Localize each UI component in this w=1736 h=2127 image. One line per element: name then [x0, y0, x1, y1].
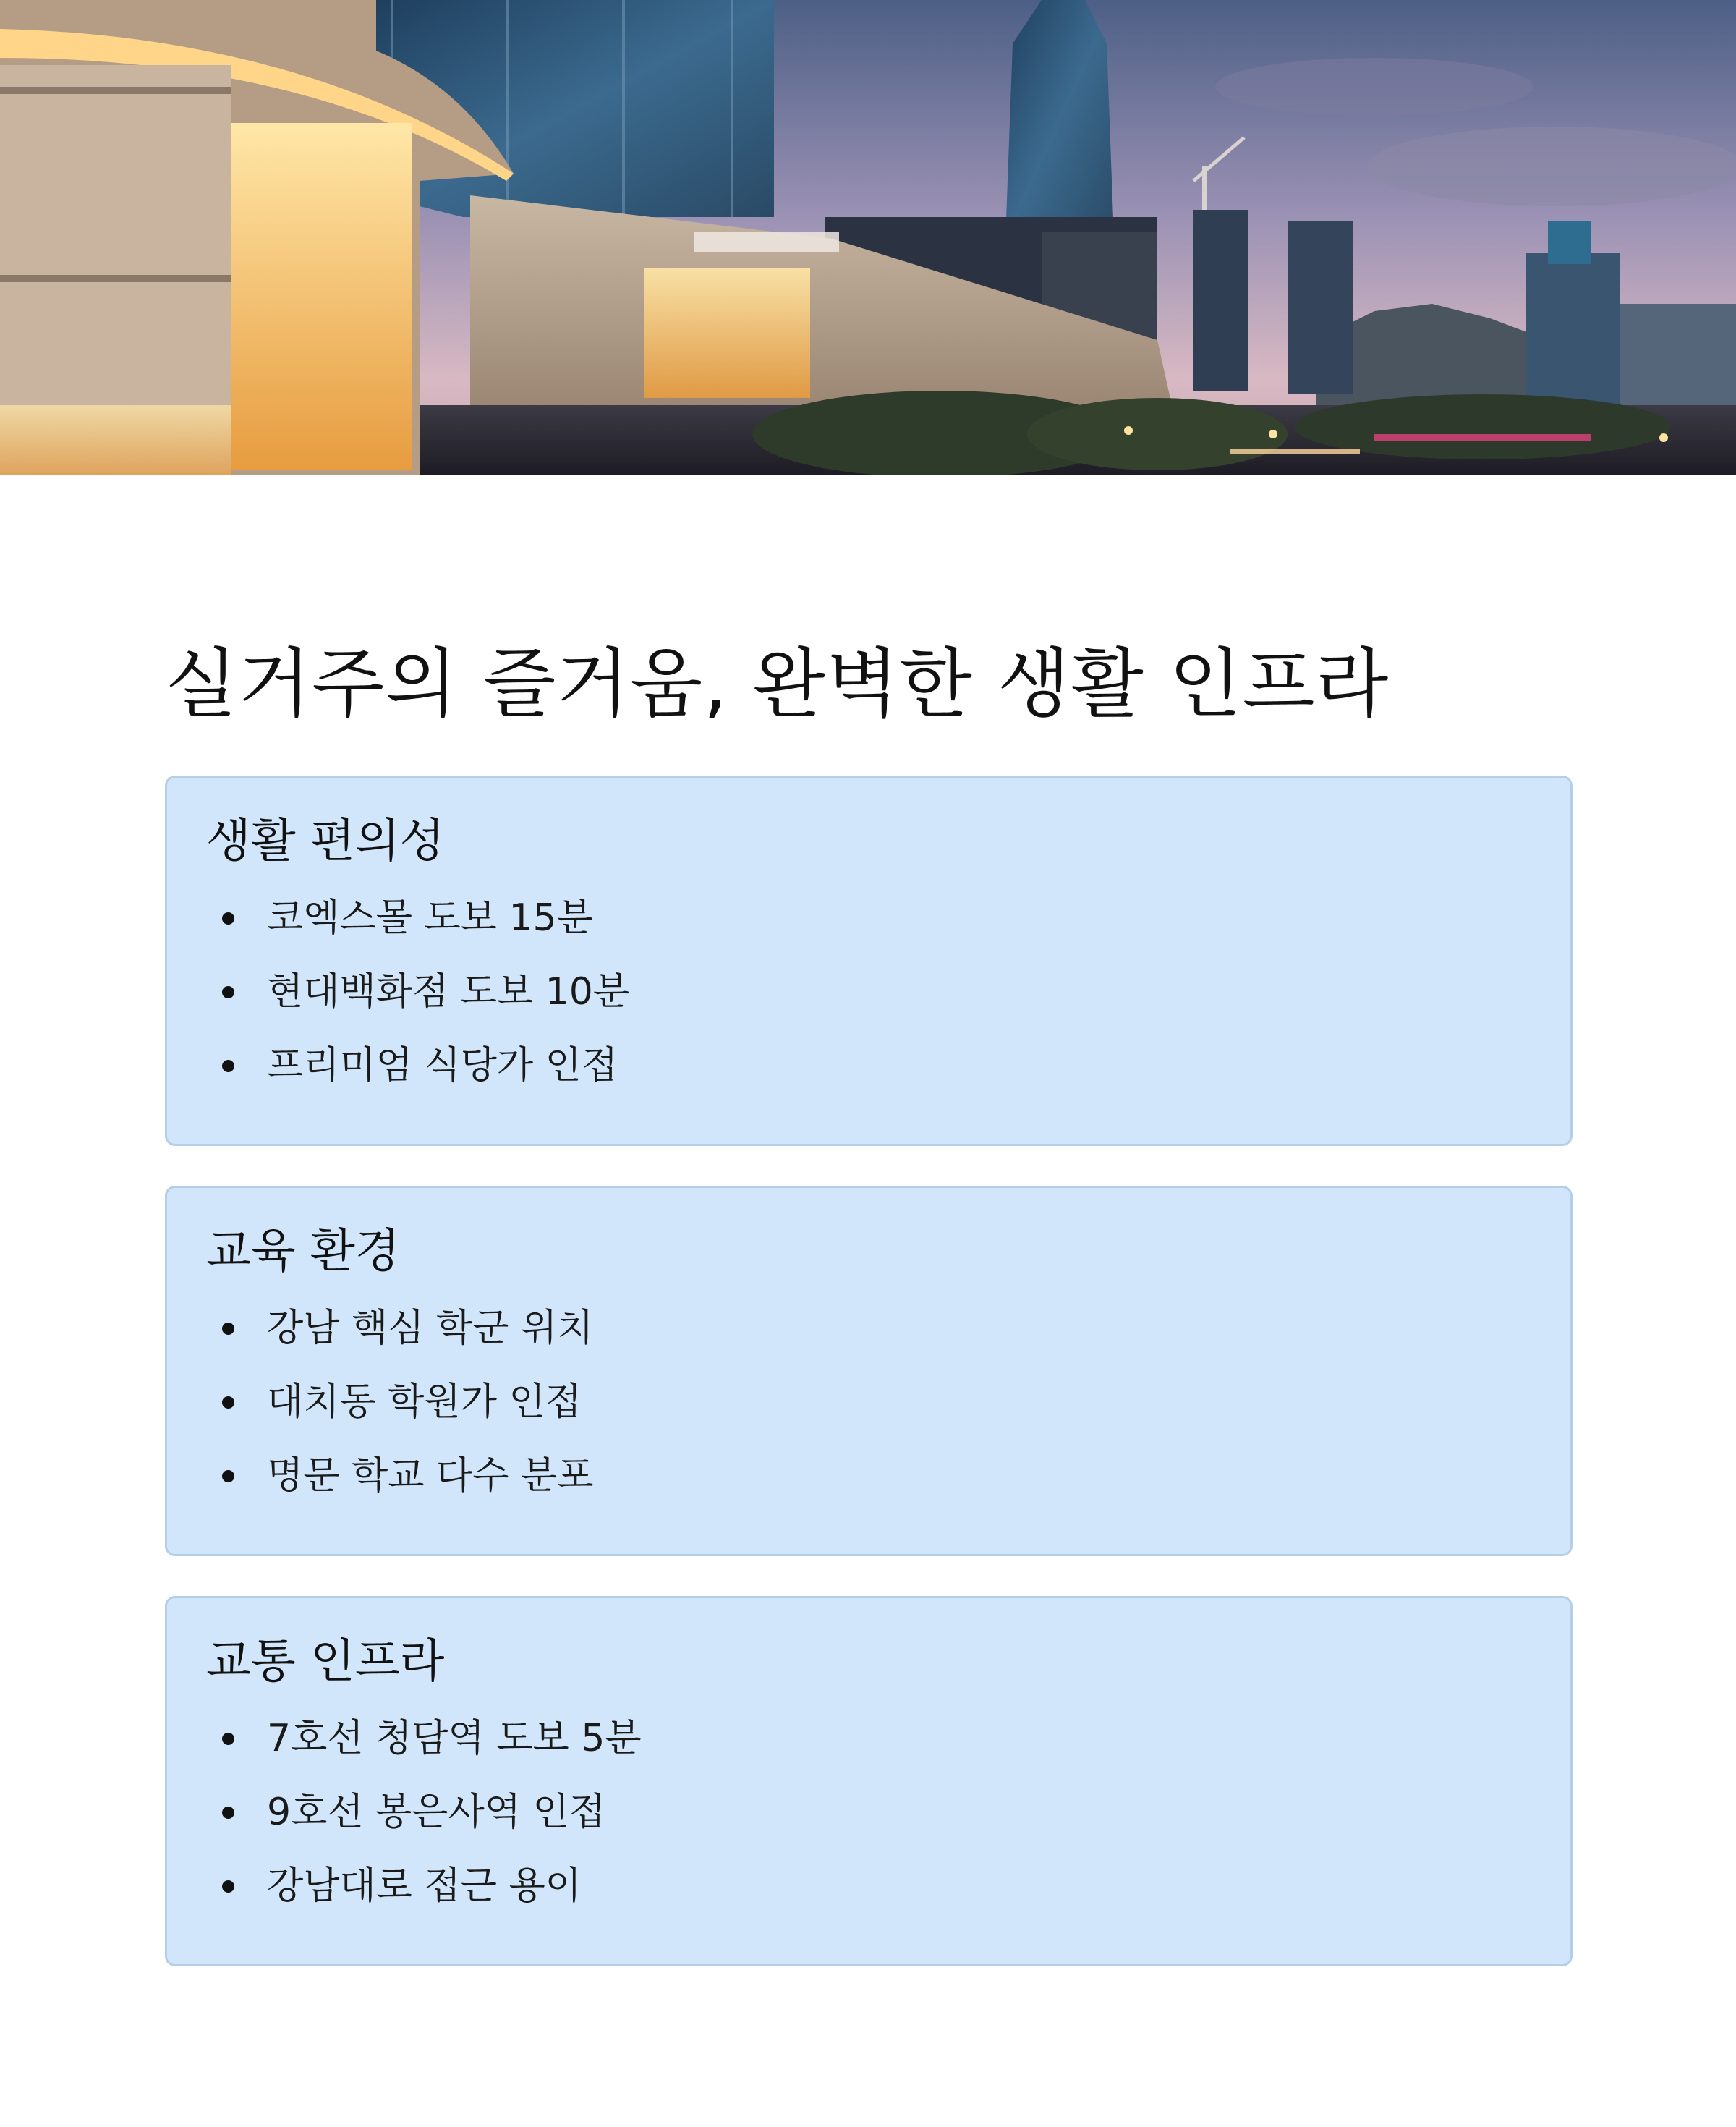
list-item [206, 1037, 1570, 1111]
bullet-icon [222, 1323, 234, 1335]
card-title: 교육 환경 [206, 1225, 400, 1278]
bullet-icon [222, 1396, 234, 1409]
list-item [206, 1710, 1570, 1783]
bullet-icon [222, 1470, 234, 1482]
list-item-text: 대치동 학원가 인접 [267, 1380, 582, 1424]
bullet-icon [222, 1880, 234, 1893]
card-list [206, 1299, 1570, 1521]
card-list [206, 1710, 1570, 1931]
list-item [206, 1373, 1570, 1447]
card-transportation [165, 1596, 1573, 1966]
list-item-text: 7호선 청담역 도보 5분 [267, 1717, 642, 1760]
list-item-text: 강남대로 접근 용이 [267, 1864, 582, 1908]
bullet-icon [222, 1060, 234, 1072]
list-item-text: 명문 학교 다수 분포 [267, 1454, 594, 1498]
list-item [206, 1783, 1570, 1857]
card-title: 교통 인프라 [206, 1635, 445, 1689]
list-item-text: 9호선 봉은사역 인접 [267, 1791, 605, 1834]
list-item [206, 1447, 1570, 1521]
card-living-convenience [165, 776, 1573, 1146]
list-item [206, 1299, 1570, 1373]
main-content [165, 629, 1573, 2006]
bullet-icon [222, 1807, 234, 1819]
page-title: 실거주의 즐거움, 완벽한 생활 인프라 [165, 640, 1390, 728]
card-list [206, 889, 1570, 1111]
list-item [206, 1857, 1570, 1931]
card-title: 생활 편의성 [206, 815, 445, 868]
list-item [206, 889, 1570, 963]
bullet-icon [222, 1733, 234, 1745]
city-skyline-photo [0, 0, 1736, 475]
list-item-text: 프리미엄 식당가 인접 [267, 1044, 618, 1087]
list-item-text: 강남 핵심 학군 위치 [267, 1307, 594, 1350]
hero-image [0, 0, 1736, 475]
bullet-icon [222, 912, 234, 925]
list-item [206, 963, 1570, 1037]
list-item-text: 코엑스몰 도보 15분 [267, 896, 593, 940]
card-education [165, 1186, 1573, 1556]
list-item-text: 현대백화점 도보 10분 [267, 970, 630, 1014]
bullet-icon [222, 986, 234, 998]
feature-cards [165, 776, 1573, 1966]
